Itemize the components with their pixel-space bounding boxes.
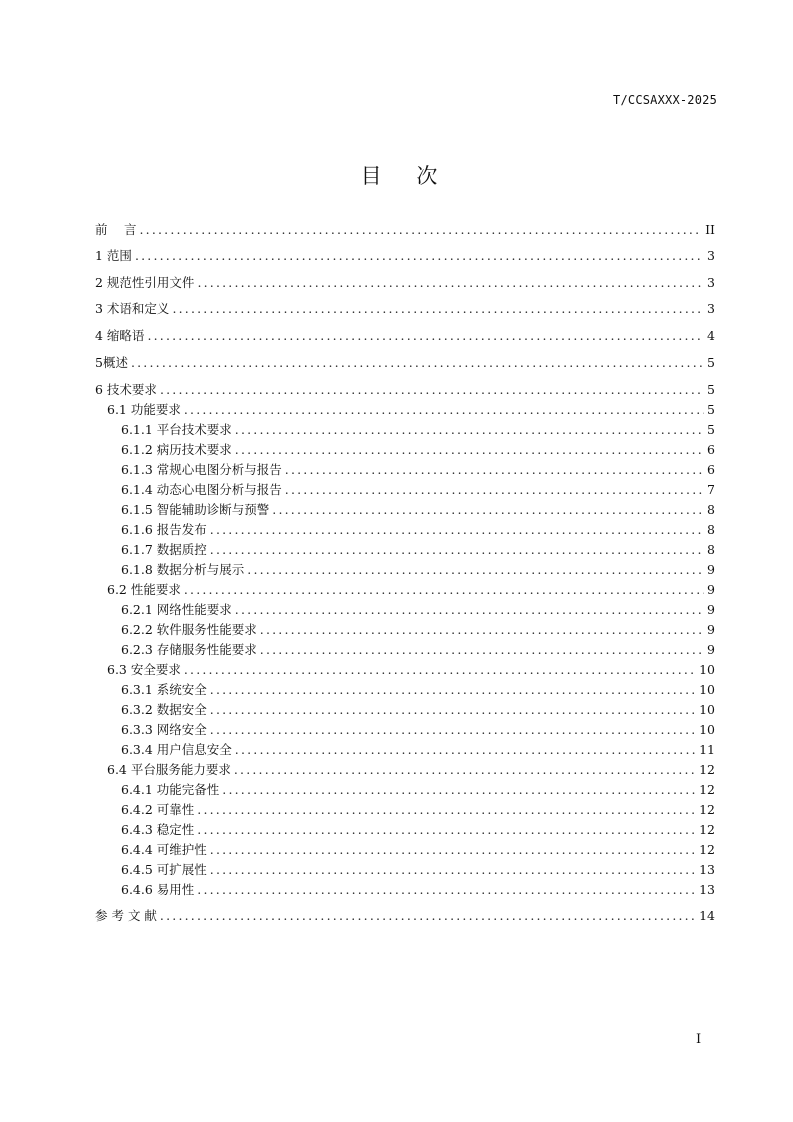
dot-leader	[139, 222, 702, 238]
toc-entry-6-3-1[interactable]	[121, 682, 715, 698]
dot-leader	[235, 742, 696, 758]
dot-leader	[135, 248, 704, 264]
toc-entry-page: 8	[707, 522, 715, 537]
toc-entry-label: 4 缩略语	[95, 328, 145, 343]
toc-entry-label: 6.1.6 报告发布	[121, 522, 207, 537]
toc-entry-page: 10	[699, 722, 715, 737]
page-number: I	[696, 1032, 702, 1047]
toc-entry-terms[interactable]	[95, 301, 715, 317]
toc-entry-6-4-1[interactable]	[121, 782, 715, 798]
dot-leader	[235, 442, 704, 458]
toc-entry-label: 6.1.3 常规心电图分析与报告	[121, 462, 282, 477]
toc-entry-label: 1 范围	[95, 248, 132, 263]
toc-entry-page: 9	[707, 642, 715, 657]
toc-entry-page: 8	[707, 502, 715, 517]
toc-entry-6-2[interactable]	[107, 582, 715, 598]
toc-entry-6-4-5[interactable]	[121, 862, 715, 878]
toc-entry-page: 3	[707, 301, 715, 316]
dot-leader	[197, 802, 696, 818]
toc-entry-label: 6.4.5 可扩展性	[121, 862, 207, 877]
toc-title: 目 次	[360, 164, 452, 188]
dot-leader	[184, 582, 704, 598]
toc-entry-page: 9	[707, 602, 715, 617]
toc-entry-label: 6.3 安全要求	[107, 662, 181, 677]
toc-entry-label: 6.4.3 稳定性	[121, 822, 195, 837]
toc-entry-6-1[interactable]	[107, 402, 715, 418]
dot-leader	[197, 822, 696, 838]
toc-entry-label: 6.1.4 动态心电图分析与报告	[121, 482, 282, 497]
toc-entry-page: 12	[699, 842, 715, 857]
toc-entry-label: 6.4.6 易用性	[121, 882, 195, 897]
toc-entry-6-3[interactable]	[107, 662, 715, 678]
toc-entry-6-4-6[interactable]	[121, 882, 715, 898]
toc-entry-page: 13	[699, 862, 715, 877]
toc-entry-page: 5	[707, 355, 715, 370]
toc-entry-6-1-2[interactable]	[121, 442, 715, 458]
dot-leader	[131, 355, 704, 371]
toc-entry-page: 3	[707, 248, 715, 263]
toc-entry-label: 6.4.4 可维护性	[121, 842, 207, 857]
toc-entry-page: 6	[707, 442, 715, 457]
toc-entry-6-1-8[interactable]	[121, 562, 715, 578]
dot-leader	[210, 542, 704, 558]
toc-entry-page: 5	[707, 402, 715, 417]
dot-leader	[160, 382, 704, 398]
toc-entry-6-4-4[interactable]	[121, 842, 715, 858]
dot-leader	[272, 502, 704, 518]
toc-entry-page: 5	[707, 382, 715, 397]
toc-entry-label: 6.1.7 数据质控	[121, 542, 207, 557]
toc-entry-6-2-3[interactable]	[121, 642, 715, 658]
toc-entry-label: 6.4.2 可靠性	[121, 802, 195, 817]
dot-leader	[235, 422, 704, 438]
toc-entry-label: 参 考 文 献	[95, 908, 157, 923]
toc-entry-label: 6.1.1 平台技术要求	[121, 422, 232, 437]
dot-leader	[184, 402, 704, 418]
toc-entry-6-1-6[interactable]	[121, 522, 715, 538]
dot-leader	[247, 562, 704, 578]
dot-leader	[210, 842, 696, 858]
toc-entry-label: 6.2.1 网络性能要求	[121, 602, 232, 617]
toc-entry-technical-requirements[interactable]	[95, 382, 715, 398]
dot-leader	[172, 301, 704, 317]
dot-leader	[184, 662, 696, 678]
toc-entry-page: 12	[699, 782, 715, 797]
dot-leader	[235, 602, 704, 618]
toc-entry-page: 11	[699, 742, 715, 757]
toc-entry-overview[interactable]	[95, 355, 715, 371]
toc-entry-abbreviations[interactable]	[95, 328, 715, 344]
dot-leader	[210, 862, 696, 878]
toc-entry-page: 9	[707, 622, 715, 637]
toc-entry-6-3-2[interactable]	[121, 702, 715, 718]
toc-entry-label: 6.3.3 网络安全	[121, 722, 207, 737]
toc-entry-page: II	[705, 222, 715, 237]
dot-leader	[197, 275, 704, 291]
toc-entry-6-4[interactable]	[107, 762, 715, 778]
toc-entry-page: 5	[707, 422, 715, 437]
toc-entry-6-2-2[interactable]	[121, 622, 715, 638]
dot-leader	[285, 482, 704, 498]
toc-entry-label: 6.1.5 智能辅助诊断与预警	[121, 502, 270, 517]
toc-entry-label: 2 规范性引用文件	[95, 275, 195, 290]
dot-leader	[210, 722, 696, 738]
toc-entry-6-4-2[interactable]	[121, 802, 715, 818]
dot-leader	[285, 462, 704, 478]
toc-entry-page: 12	[699, 762, 715, 777]
toc-entry-scope[interactable]	[95, 248, 715, 264]
toc-entry-label: 6.2.3 存储服务性能要求	[121, 642, 257, 657]
document-code: T/CCSAXXX-2025	[613, 93, 717, 107]
dot-leader	[210, 682, 696, 698]
toc-entry-label: 6.3.1 系统安全	[121, 682, 207, 697]
toc-entry-page: 10	[699, 662, 715, 677]
dot-leader	[210, 522, 704, 538]
toc-entry-label: 3 术语和定义	[95, 301, 170, 316]
toc-entry-page: 3	[707, 275, 715, 290]
toc-entry-page: 13	[699, 882, 715, 897]
toc-entry-label: 6.2 性能要求	[107, 582, 181, 597]
toc-entry-label: 6.4.1 功能完备性	[121, 782, 220, 797]
toc-entry-label: 6.3.4 用户信息安全	[121, 742, 232, 757]
dot-leader	[222, 782, 696, 798]
toc-entry-page: 14	[699, 908, 715, 923]
toc-entry-label: 前 言	[95, 222, 137, 237]
toc-entry-label: 5概述	[95, 355, 128, 370]
toc-entry-page: 9	[707, 582, 715, 597]
toc-entry-6-1-4[interactable]	[121, 482, 715, 498]
toc-entry-label: 6.4 平台服务能力要求	[107, 762, 231, 777]
dot-leader	[234, 762, 696, 778]
dot-leader	[260, 622, 704, 638]
toc-entry-6-1-1[interactable]	[121, 422, 715, 438]
dot-leader	[160, 908, 696, 924]
toc-entry-label: 6.2.2 软件服务性能要求	[121, 622, 257, 637]
toc-entry-page: 12	[699, 822, 715, 837]
toc-entry-page: 12	[699, 802, 715, 817]
toc-entry-6-1-7[interactable]	[121, 542, 715, 558]
toc-entry-page: 6	[707, 462, 715, 477]
toc-entry-label: 6 技术要求	[95, 382, 157, 397]
toc-entry-page: 10	[699, 702, 715, 717]
toc-entry-bibliography[interactable]	[95, 908, 715, 924]
toc-entry-page: 10	[699, 682, 715, 697]
toc-entry-6-1-3[interactable]	[121, 462, 715, 478]
toc-entry-foreword[interactable]	[95, 222, 715, 238]
dot-leader	[147, 328, 704, 344]
toc-entry-label: 6.1.8 数据分析与展示	[121, 562, 245, 577]
dot-leader	[197, 882, 696, 898]
toc-entry-label: 6.3.2 数据安全	[121, 702, 207, 717]
toc-entry-page: 7	[707, 482, 715, 497]
toc-entry-page: 9	[707, 562, 715, 577]
toc-entry-6-3-4[interactable]	[121, 742, 715, 758]
toc-entry-label: 6.1 功能要求	[107, 402, 181, 417]
dot-leader	[260, 642, 704, 658]
toc-entry-6-1-5[interactable]	[121, 502, 715, 518]
toc-entry-6-4-3[interactable]	[121, 822, 715, 838]
dot-leader	[210, 702, 696, 718]
toc-entry-normative-references[interactable]	[95, 275, 715, 291]
toc-entry-page: 4	[707, 328, 715, 343]
toc-entry-label: 6.1.2 病历技术要求	[121, 442, 232, 457]
toc-entry-page: 8	[707, 542, 715, 557]
toc-entry-6-2-1[interactable]	[121, 602, 715, 618]
toc-entry-6-3-3[interactable]	[121, 722, 715, 738]
